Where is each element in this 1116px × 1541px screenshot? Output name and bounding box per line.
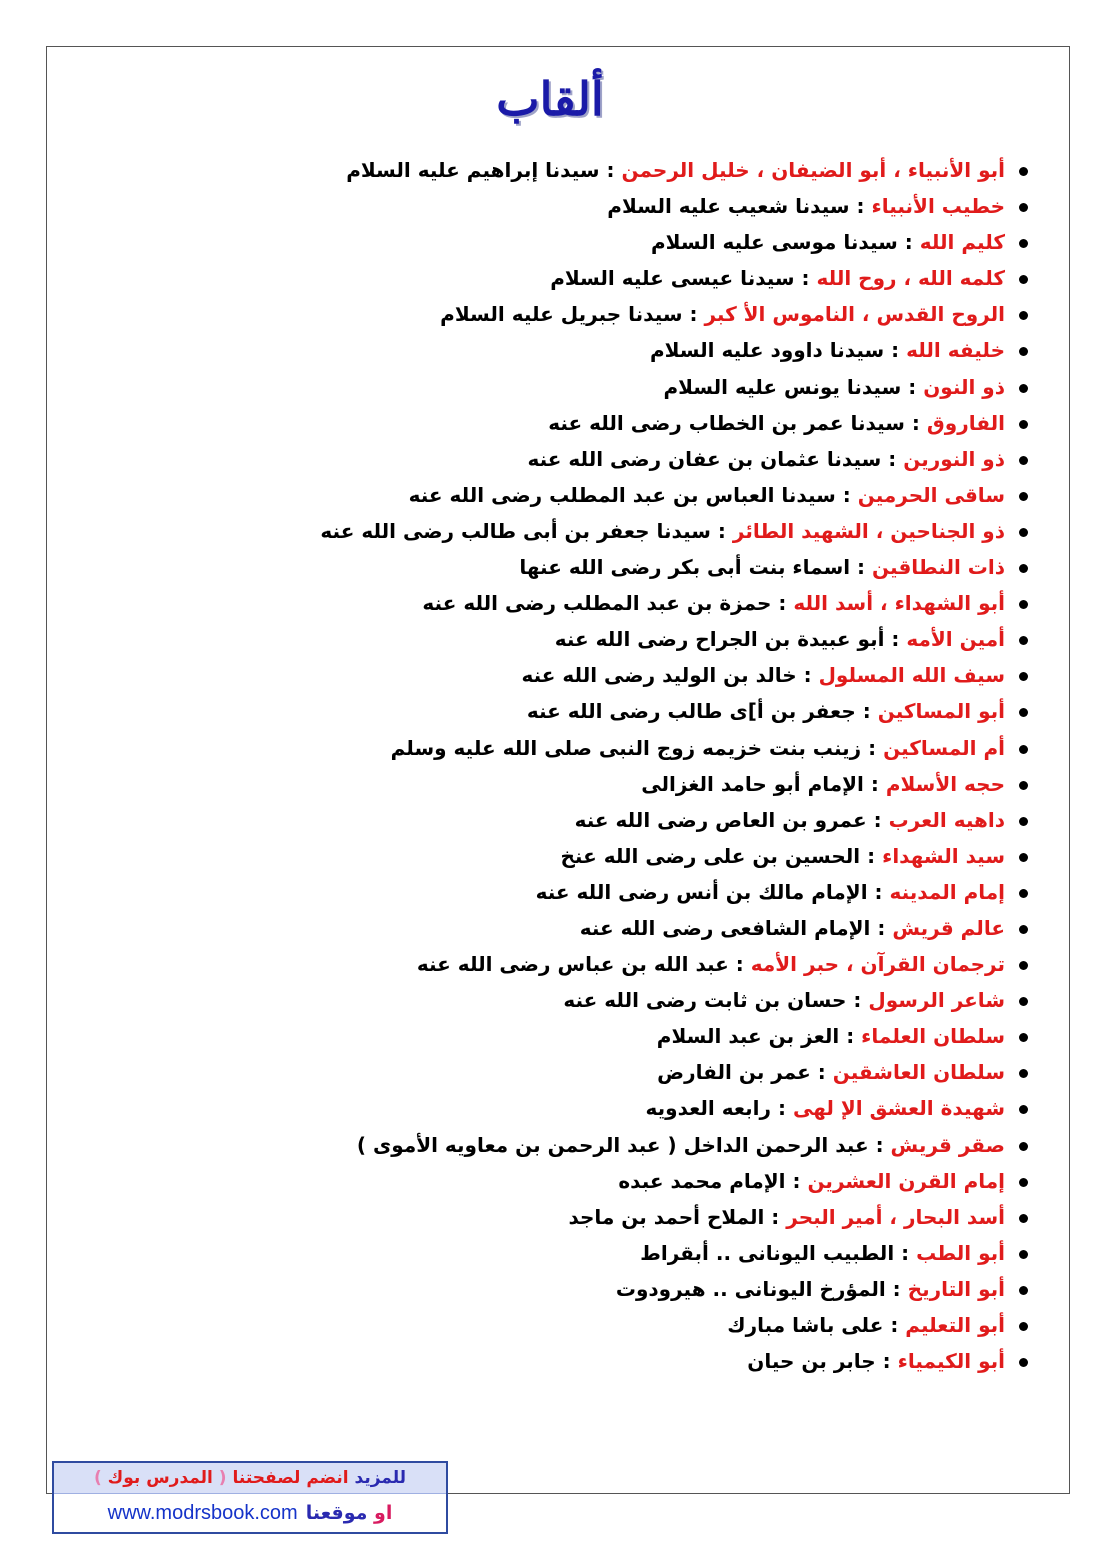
bullet-icon [1019,1250,1028,1259]
list-item [168,838,1028,874]
separator-colon: : [881,446,904,471]
separator-colon: : [710,518,733,543]
epithet-text: ترجمان القرآن ، حبر الأمه [750,952,1005,977]
separator-colon: : [885,1276,908,1301]
epithet-text: كليم الله [919,230,1005,255]
bullet-icon [1019,203,1028,212]
epithet-text: شاعر الرسول [868,988,1005,1013]
epithet-text: حجه الأسلام [885,771,1005,796]
list-item [168,1271,1028,1307]
bullet-icon [1019,672,1028,681]
separator-colon: : [884,338,907,363]
separator-colon: : [883,1313,906,1337]
separator-colon: : [875,1349,898,1374]
list-item [168,549,1028,585]
separator-colon: : [904,410,927,435]
person-name: الإمام أبو حامد الغزالى [641,771,864,796]
epithet-text: شهيدة العشق الإ لهى [792,1096,1005,1121]
separator-colon: : [855,699,878,724]
separator-colon: : [835,482,858,507]
epithet-text: خطيب الأنبياء [871,194,1005,219]
separator-colon: : [897,230,920,255]
person-name: أبو عبيدة بن الجراح رضى الله عنه [554,627,885,652]
person-name: عبد الرحمن الداخل ( عبد الرحمن بن معاويه الأموى ) [356,1132,869,1157]
bullet-icon [1019,347,1028,356]
person-name: سيدنا شعيب عليه السلام [607,194,850,219]
list-item [168,1018,1028,1054]
person-name: الإمام محمد عبده [618,1168,786,1193]
list-item [168,1199,1028,1235]
footer-site-line [54,1494,446,1532]
epithet-text: سلطان العاشقين [832,1060,1005,1085]
person-name: الإمام الشافعى رضى الله عنه [579,915,871,940]
list-item [168,1307,1028,1343]
epithet-text: عالم قريش [892,915,1005,940]
person-name: المؤرخ اليونانى .. هيرودوت [615,1276,886,1301]
epithet-text: كلمه الله ، روح الله [816,266,1005,291]
list-item [168,405,1028,441]
list-item [168,296,1028,332]
footer-or-text: او [367,1502,393,1524]
bullet-icon [1019,528,1028,537]
person-name: حمزة بن عبد المطلب رضى الله عنه [422,591,772,616]
separator-colon: : [771,591,794,616]
epithet-text: الفاروق [926,410,1005,435]
person-name: سيدنا عمر بن الخطاب رضى الله عنه [548,410,905,435]
bullet-icon [1019,708,1028,717]
bullet-icon [1019,311,1028,320]
epithet-text: ساقى الحرمين [857,482,1005,507]
list-item [168,946,1028,982]
separator-colon: : [771,1096,793,1121]
bullet-icon [1019,1358,1028,1367]
person-name: سيدنا عيسى عليه السلام [550,266,795,291]
bullet-icon [1019,817,1028,826]
bullet-icon [1019,239,1028,248]
bullet-icon [1019,420,1028,429]
list-item [168,1054,1028,1090]
epithet-text: أبو التاريخ [907,1276,1005,1301]
person-name: سيدنا يونس عليه السلام [663,374,902,399]
list-item [168,152,1028,188]
epithet-text: سيد الشهداء [882,843,1005,868]
person-name: عمر بن الفارض [657,1060,811,1085]
person-name: خالد بن الوليد رضى الله عنه [521,663,797,688]
separator-colon: : [860,843,883,868]
separator-colon: : [863,771,886,796]
separator-colon: : [901,374,924,399]
footer-paren-close: ) [93,1468,108,1488]
list-item [168,1235,1028,1271]
list-item [168,730,1028,766]
separator-colon: : [796,663,819,688]
separator-colon: : [850,555,873,580]
list-item [168,1163,1028,1199]
bullet-icon [1019,1322,1028,1331]
person-name: سيدنا عثمان بن عفان رضى الله عنه [527,446,882,471]
person-name: حسان بن ثابت رضى الله عنه [563,988,847,1013]
person-name: سيدنا موسى عليه السلام [651,230,898,255]
bullet-icon [1019,1142,1028,1151]
person-name: جابر بن حيان [747,1349,876,1374]
bullet-icon [1019,384,1028,393]
separator-colon: : [839,1024,862,1049]
footer-url-link[interactable]: www.modrsbook.com [107,1501,298,1524]
epithet-text: ذو النورين [903,446,1005,471]
separator-colon: : [868,1132,891,1157]
separator-colon: : [867,879,890,904]
separator-colon: : [884,627,907,652]
epithet-text: ذو النون [923,374,1005,399]
footer-page-name: المدرس بوك [107,1468,213,1488]
footer-our-site-text: موقعنا [305,1502,368,1524]
bullet-icon [1019,781,1028,790]
footer-banner[interactable] [52,1461,448,1534]
footer-paren-open: ( [212,1468,227,1488]
person-name: رابعه العدويه [645,1096,772,1121]
separator-colon: : [849,194,872,219]
bullet-icon [1019,456,1028,465]
separator-colon: : [810,1060,833,1085]
person-name: سيدنا العباس بن عبد المطلب رضى الله عنه [408,482,836,507]
bullet-icon [1019,853,1028,862]
list-item [168,621,1028,657]
list-item [168,477,1028,513]
list-item [168,369,1028,405]
list-item [168,910,1028,946]
person-name: عمرو بن العاص رضى الله عنه [574,807,867,832]
person-name: اسماء بنت أبى بكر رضى الله عنها [519,555,851,580]
epithet-text: إمام القرن العشرين [807,1168,1005,1193]
bullet-icon [1019,1069,1028,1078]
separator-colon: : [866,807,889,832]
epithet-text: أسد البحار ، أمير البحر [786,1204,1005,1229]
footer-site-label [306,1502,393,1524]
person-name: سيدنا إبراهيم عليه السلام [346,158,600,182]
footer-join-text: انضم لصفحتنا [226,1468,349,1488]
epithet-text: صقر قريش [890,1132,1005,1157]
separator-colon: : [682,302,705,327]
list-item [168,332,1028,368]
bullet-icon [1019,1178,1028,1187]
bullet-icon [1019,1105,1028,1114]
list-item [168,982,1028,1018]
list-item [168,188,1028,224]
epithet-text: أبو الكيمياء [897,1349,1005,1374]
bullet-icon [1019,1214,1028,1223]
epithet-text: داهيه العرب [888,807,1005,832]
epithet-text: أبو المساكين [877,699,1005,724]
separator-colon: : [764,1204,787,1229]
list-item [168,441,1028,477]
epithet-text: إمام المدينه [889,879,1005,904]
list-item [168,802,1028,838]
epithet-text: سلطان العلماء [861,1024,1005,1049]
separator-colon: : [728,952,751,977]
list-item [168,766,1028,802]
list-item [168,1343,1028,1379]
person-name: سيدنا داوود عليه السلام [649,338,885,363]
footer-more-text: للمزيد [348,1468,407,1488]
person-name: سيدنا جبريل عليه السلام [440,302,683,327]
person-name: الإمام مالك بن أنس رضى الله عنه [535,879,868,904]
separator-colon: : [846,988,869,1013]
separator-colon: : [599,158,622,182]
list-item [168,1127,1028,1163]
epithet-text: الروح القدس ، الناموس الأ كبر [704,302,1005,327]
person-name: عبد الله بن عباس رضى الله عنه [416,952,729,977]
bullet-icon [1019,961,1028,970]
bullet-icon [1019,564,1028,573]
bullet-icon [1019,1033,1028,1042]
person-name: العز بن عبد السلام [656,1024,840,1049]
page-title: ألقاب [496,72,604,126]
separator-colon: : [870,915,893,940]
person-name: على باشا مبارك [727,1313,884,1337]
separator-colon: : [785,1168,808,1193]
epithet-text: خليفه الله [906,338,1005,363]
separator-colon: : [861,735,884,760]
epithet-text: أمين الأمه [906,627,1005,652]
epithet-text: أبو الطب [916,1240,1005,1265]
bullet-icon [1019,492,1028,501]
bullet-icon [1019,925,1028,934]
bullet-icon [1019,275,1028,284]
person-name: زينب بنت خزيمه زوج النبى صلى الله عليه وسلم [390,735,862,760]
bullet-icon [1019,997,1028,1006]
bullet-icon [1019,167,1028,176]
epithet-text: أبو التعليم [905,1313,1005,1337]
person-name: الحسين بن على رضى الله عنخ [560,843,861,868]
epithet-text: أم المساكين [883,735,1005,760]
separator-colon: : [894,1240,917,1265]
list-item [168,513,1028,549]
bullet-icon [1019,1286,1028,1295]
epithet-text: ذات النطاقين [872,555,1005,580]
bullet-icon [1019,600,1028,609]
list-item [168,874,1028,910]
list-item [168,1090,1028,1126]
bullet-icon [1019,636,1028,645]
person-name: سيدنا جعفر بن أبى طالب رضى الله عنه [320,518,711,543]
list-item [168,224,1028,260]
epithet-text: أبو الأنبياء ، أبو الضيفان ، خليل الرحمن [621,158,1005,182]
list-item [168,260,1028,296]
epithet-text: ذو الجناحين ، الشهيد الطائر [732,518,1005,543]
person-name: جعفر بن أ]ى طالب رضى الله عنه [526,699,856,724]
list-item [168,657,1028,693]
epithet-list [168,152,1028,1379]
bullet-icon [1019,889,1028,898]
bullet-icon [1019,745,1028,754]
epithet-text: سيف الله المسلول [818,663,1005,688]
footer-join-line [54,1463,446,1494]
epithet-text: أبو الشهداء ، أسد الله [793,591,1005,616]
person-name: الملاح أحمد بن ماجد [568,1204,765,1229]
list-item [168,585,1028,621]
list-item [168,693,1028,729]
person-name: الطبيب اليونانى .. أبقراط [640,1240,895,1265]
separator-colon: : [794,266,817,291]
